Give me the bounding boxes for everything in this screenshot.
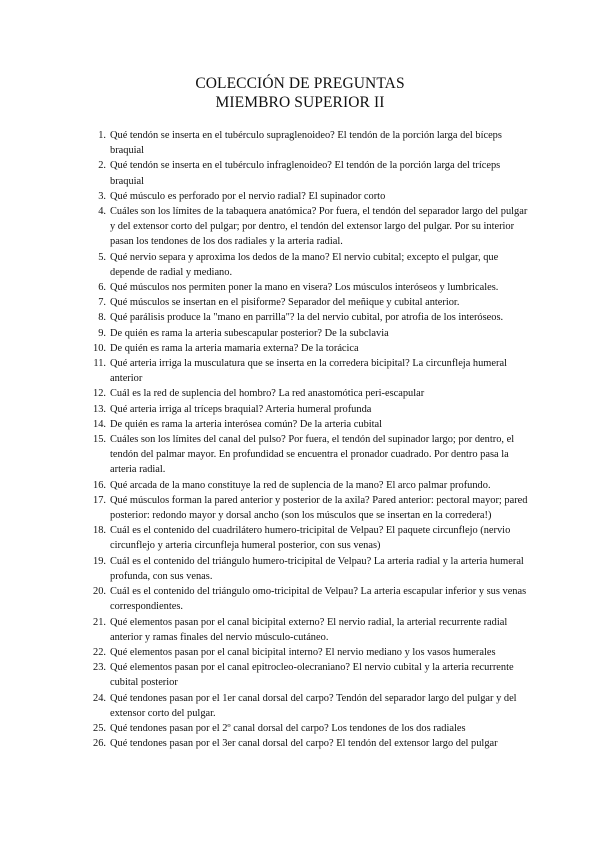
- question-number: 6.: [98, 282, 106, 294]
- question-number: 14.: [93, 418, 106, 430]
- question-text: Qué músculo es perforado por el nervio radial? El supinador corto: [110, 190, 386, 202]
- question-item: [86, 386, 528, 401]
- question-item: [86, 660, 528, 690]
- question-text: De quién es rama la arteria mamaria externa? De la torácica: [110, 342, 359, 354]
- document-title: [0, 74, 600, 112]
- question-item: [86, 250, 528, 280]
- question-number: 26.: [93, 738, 106, 750]
- question-item: [86, 356, 528, 386]
- question-item: [86, 158, 528, 188]
- question-text: Qué elementos pasan por el canal epitrocleo-olecraniano? El nervio cubital y la arteria recurrente cubital posterior: [110, 662, 514, 689]
- question-item: [86, 584, 528, 614]
- question-number: 3.: [98, 190, 106, 202]
- question-text: Cuál es el contenido del triángulo humero-tricipital de Velpau? La arteria radial y la arteria humeral profunda, con sus venas.: [110, 555, 524, 582]
- question-number: 25.: [93, 722, 106, 734]
- question-item: [86, 295, 528, 310]
- question-item: [86, 189, 528, 204]
- question-item: [86, 280, 528, 295]
- question-text: Qué elementos pasan por el canal bicipital externo? El nervio radial, la arterial recurrente radial anterior y ramas finales del nervio músculo-cutáneo.: [110, 616, 508, 643]
- question-number: 9.: [98, 327, 106, 339]
- question-text: Qué arteria irriga al tríceps braquial? Arteria humeral profunda: [110, 403, 372, 415]
- question-text: Qué tendón se inserta en el tubérculo supraglenoideo? El tendón de la porción larga del bíceps braquial: [110, 130, 502, 157]
- question-number: 10.: [93, 342, 106, 354]
- question-number: 17.: [93, 494, 106, 506]
- question-number: 18.: [93, 525, 106, 537]
- question-item: [86, 478, 528, 493]
- question-text: Cuáles son los límites del canal del pulso? Por fuera, el tendón del supinador largo; por dentro, el tendón del palmar mayor. En profundidad se encuentra el pronador cuadrado. Por dentro pasa la arteria radial.: [110, 434, 515, 476]
- question-text: Qué tendón se inserta en el tubérculo infraglenoideo? El tendón de la porción larga del tríceps braquial: [110, 160, 501, 187]
- question-item: [86, 402, 528, 417]
- question-number: 12.: [93, 388, 106, 400]
- question-text: Cuál es la red de suplencia del hombro? La red anastomótica peri-escapular: [110, 388, 425, 400]
- question-item: [86, 326, 528, 341]
- question-item: [86, 417, 528, 432]
- question-number: 20.: [93, 586, 106, 598]
- question-number: 7.: [98, 297, 106, 309]
- question-number: 8.: [98, 312, 106, 324]
- question-item: [86, 310, 528, 325]
- question-number: 21.: [93, 616, 106, 628]
- title-line-1: COLECCIÓN DE PREGUNTAS: [195, 75, 405, 92]
- question-number: 24.: [93, 692, 106, 704]
- question-item: [86, 615, 528, 645]
- question-number: 13.: [93, 403, 106, 415]
- question-number: 1.: [98, 130, 106, 141]
- question-text: Qué tendones pasan por el 3er canal dorsal del carpo? El tendón del extensor largo del pulgar: [110, 738, 498, 750]
- question-item: [86, 645, 528, 660]
- question-number: 19.: [93, 555, 106, 567]
- question-item: [86, 341, 528, 356]
- question-text: Cuál es el contenido del triángulo omo-tricipital de Velpau? La arteria escapular inferior y sus venas correspondientes.: [110, 586, 527, 613]
- question-text: De quién es rama la arteria interósea común? De la arteria cubital: [110, 418, 383, 430]
- question-item: [86, 554, 528, 584]
- question-number: 5.: [98, 251, 106, 263]
- question-text: Qué músculos forman la pared anterior y posterior de la axila? Pared anterior: pectoral mayor; pared posterior: redondo mayor y dorsal ancho (son los músculos que se insertan en la corredera!): [110, 494, 528, 522]
- question-text: Cuál es el contenido del cuadrilátero humero-tricipital de Velpau? El paquete circunflejo (nervio circunflejo y arteria circunfleja humeral posterior, con sus venas): [110, 525, 511, 552]
- question-text: Qué arteria irriga la musculatura que se inserta en la corredera bicipital? La circunfleja humeral anterior: [110, 358, 507, 385]
- question-number: 23.: [93, 662, 106, 674]
- question-item: [86, 691, 528, 721]
- question-list: [86, 128, 528, 751]
- question-text: Qué tendones pasan por el 1er canal dorsal del carpo? Tendón del separador largo del pulgar y del extensor corto del pulgar.: [110, 692, 517, 719]
- question-number: 11.: [93, 358, 106, 370]
- question-number: 2.: [98, 160, 106, 172]
- question-text: Qué músculos se insertan en el pisiforme? Separador del meñique y cubital anterior.: [110, 297, 460, 309]
- question-text: De quién es rama la arteria subescapular posterior? De la subclavia: [110, 327, 389, 339]
- question-item: [86, 721, 528, 736]
- question-item: [86, 493, 528, 523]
- question-text: Qué elementos pasan por el canal bicipital interno? El nervio mediano y los vasos humerales: [110, 646, 496, 658]
- question-text: Qué nervio separa y aproxima los dedos de la mano? El nervio cubital; excepto el pulgar, que depende de radial y mediano.: [110, 251, 499, 278]
- question-text: Cuáles son los límites de la tabaquera anatómica? Por fuera, el tendón del separador largo del pulgar y del extensor corto del pulgar; por dentro, el tendón del extensor largo del pulgar. Por su interior pasan los tendones de los dos radiales y la arteria radial.: [110, 206, 528, 248]
- question-number: 22.: [93, 646, 106, 658]
- question-item: [86, 432, 528, 478]
- title-line-2: MIEMBRO SUPERIOR II: [215, 94, 385, 111]
- question-number: 4.: [98, 206, 106, 218]
- question-number: 16.: [93, 479, 106, 491]
- question-text: Qué arcada de la mano constituye la red de suplencia de la mano? El arco palmar profundo.: [110, 479, 491, 491]
- question-item: [86, 523, 528, 553]
- question-text: Qué músculos nos permiten poner la mano en visera? Los músculos interóseos y lumbricales.: [110, 282, 499, 294]
- question-item: [86, 128, 528, 158]
- question-text: Qué parálisis produce la "mano en parrilla"? la del nervio cubital, por atrofia de los interóseos.: [110, 312, 504, 324]
- question-item: [86, 204, 528, 250]
- question-text: Qué tendones pasan por el 2º canal dorsal del carpo? Los tendones de los dos radiales: [110, 722, 466, 734]
- question-item: [86, 736, 528, 751]
- question-number: 15.: [93, 434, 106, 446]
